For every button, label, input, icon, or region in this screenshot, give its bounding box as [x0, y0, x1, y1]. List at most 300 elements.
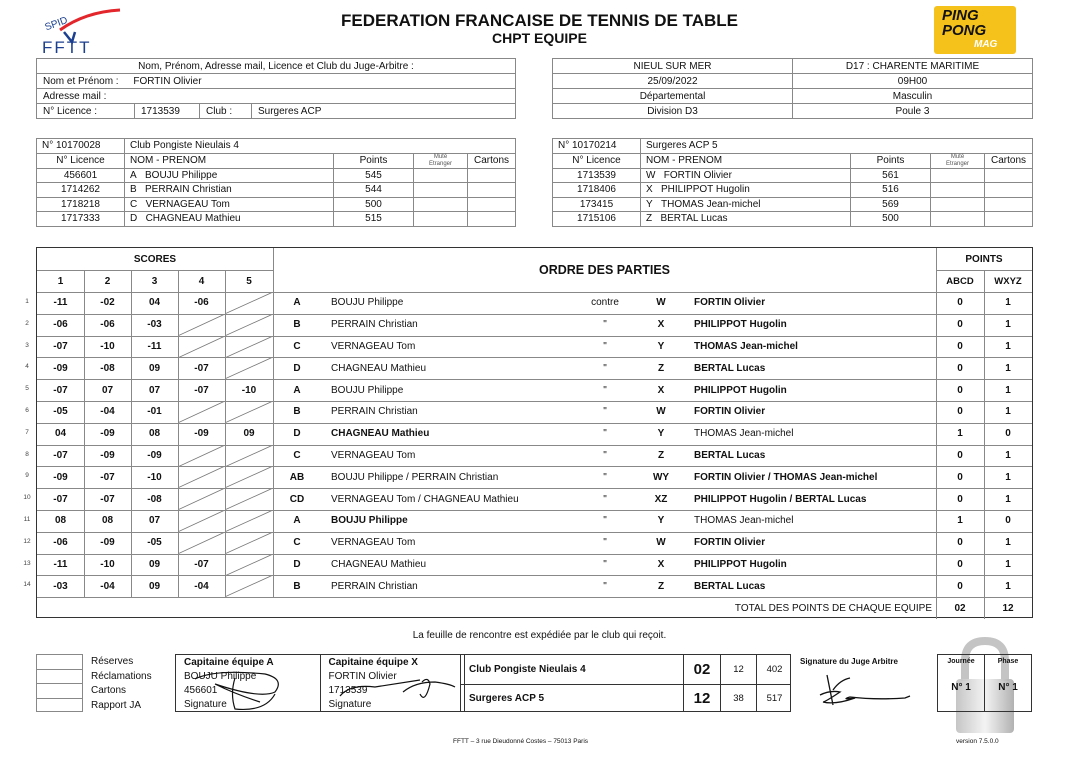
team-x-club: Surgeres ACP 5	[641, 139, 1033, 154]
referee-table	[36, 58, 516, 119]
total-label: TOTAL DES POINTS DE CHAQUE EQUIPE	[734, 602, 932, 614]
set-score-empty[interactable]	[178, 488, 225, 510]
order-heading: ORDRE DES PARTIES	[538, 263, 671, 277]
set-score[interactable]: -10	[241, 384, 257, 396]
set-score[interactable]: -10	[147, 471, 162, 483]
player-points: 515	[334, 212, 414, 227]
points-a: 0	[957, 384, 963, 396]
set-score-empty[interactable]	[178, 445, 225, 467]
col-licence: N° Licence	[37, 153, 125, 168]
player-x-name: FORTIN Olivier	[694, 406, 766, 418]
grid-line	[37, 532, 1032, 533]
set-score[interactable]: -07	[194, 384, 209, 396]
set-score[interactable]: -03	[53, 580, 68, 592]
captain-x-title: Capitaine équipe X	[328, 657, 418, 668]
referee-licence-value: 1713539	[135, 104, 200, 119]
grid-line	[37, 466, 1032, 467]
player-name: BERTAL Lucas	[660, 213, 728, 225]
set-score[interactable]: -06	[100, 319, 115, 331]
set-score[interactable]: -03	[147, 319, 162, 331]
versus-text: "	[603, 362, 607, 374]
row-number: 7	[25, 428, 29, 436]
team-a-number: N° 10170028	[37, 139, 125, 154]
set-score[interactable]: 08	[54, 515, 67, 527]
set-score[interactable]: 07	[148, 384, 161, 396]
set-score[interactable]: -08	[147, 493, 162, 505]
set-header: 1	[57, 275, 64, 287]
set-score[interactable]: 09	[148, 362, 161, 374]
grid-line	[37, 554, 1032, 555]
game-row	[37, 488, 1032, 510]
player-a-name: VERNAGEAU Tom	[331, 340, 416, 352]
checkbox-reserves[interactable]	[36, 654, 83, 669]
col-cards: Cartons	[468, 153, 516, 168]
player-x-letter: X	[657, 384, 665, 396]
result-row	[461, 684, 790, 713]
points-x: 1	[1005, 319, 1011, 331]
set-header: 5	[246, 275, 252, 287]
player-mute[interactable]	[414, 183, 468, 198]
player-x-name: PHILIPPOT Hugolin	[694, 558, 787, 570]
points-a-heading: ABCD	[946, 275, 974, 287]
row-number: 12	[23, 537, 31, 545]
player-name: CHAGNEAU Mathieu	[145, 213, 241, 225]
player-name: VERNAGEAU Tom	[145, 198, 230, 210]
set-score-empty[interactable]	[178, 336, 225, 358]
match-gender: Masculin	[793, 89, 1033, 104]
grid-line	[37, 336, 1032, 337]
player-row	[553, 168, 1033, 183]
team-a-club: Club Pongiste Nieulais 4	[125, 139, 516, 154]
set-score[interactable]: -09	[100, 449, 115, 461]
grid-line	[37, 510, 1032, 511]
set-score-empty[interactable]	[225, 554, 273, 576]
points-x: 1	[1005, 340, 1011, 352]
referee-email-label: Adresse mail :	[43, 90, 107, 102]
set-score[interactable]: 09	[148, 580, 161, 592]
player-a-name: BOUJU Philippe / PERRAIN Christian	[331, 471, 499, 483]
player-letter: D	[130, 213, 138, 225]
player-a-letter: C	[293, 537, 301, 549]
versus-text: contre	[591, 297, 619, 309]
set-score[interactable]: -09	[53, 362, 68, 374]
set-score-empty[interactable]	[225, 314, 273, 336]
row-number: 11	[23, 515, 31, 523]
set-score[interactable]: -07	[194, 362, 209, 374]
player-cards[interactable]	[468, 212, 516, 227]
player-x-name: FORTIN Olivier	[694, 537, 766, 549]
set-score[interactable]: -07	[194, 558, 209, 570]
points-a: 0	[957, 406, 963, 418]
checkbox-rapport[interactable]	[36, 698, 83, 713]
grid-line	[37, 292, 1032, 293]
player-mute[interactable]	[414, 212, 468, 227]
set-score[interactable]: -11	[53, 558, 68, 570]
row-number: 6	[25, 406, 29, 414]
referee-club-value: Surgeres ACP	[252, 104, 516, 119]
player-x-letter: WY	[652, 471, 670, 483]
col-points: Points	[851, 153, 931, 168]
referee-name-label: Nom et Prénom :	[43, 75, 119, 87]
player-x-name: FORTIN Olivier / THOMAS Jean-michel	[694, 471, 878, 483]
grid-line	[37, 423, 1032, 424]
col-mute: Muté Etranger	[414, 153, 468, 168]
journee-label: Journée	[947, 658, 975, 665]
versus-text: "	[603, 580, 607, 592]
points-a: 0	[957, 558, 963, 570]
captain-a-name: BOUJU Philippe	[184, 671, 257, 682]
team-a-table	[36, 138, 516, 227]
result-club: Surgeres ACP 5	[469, 692, 545, 704]
versus-text: "	[603, 384, 607, 396]
checklist-labels	[91, 655, 152, 713]
set-score[interactable]: -07	[53, 449, 68, 461]
player-a-letter: C	[293, 449, 301, 461]
grid-line	[37, 357, 1032, 358]
referee-name-value: FORTIN Olivier	[133, 75, 202, 87]
set-score[interactable]: 04	[54, 428, 67, 440]
phase-cell	[984, 655, 1031, 711]
player-row	[37, 212, 516, 227]
player-cards[interactable]	[985, 197, 1033, 212]
result-score: 02	[683, 655, 720, 684]
player-licence: 1718218	[37, 197, 125, 212]
game-row	[37, 575, 1032, 597]
player-licence: 1717333	[37, 212, 125, 227]
set-score[interactable]: -09	[100, 537, 115, 549]
points-x-heading: WXYZ	[994, 275, 1022, 287]
player-a-name: CHAGNEAU Mathieu	[331, 428, 430, 440]
row-number: 2	[25, 319, 29, 327]
set-score[interactable]: -04	[194, 580, 209, 592]
logo-spid-text: SPID	[43, 15, 70, 34]
player-row	[553, 183, 1033, 198]
player-a-letter: C	[293, 340, 301, 352]
player-name-cell	[125, 168, 334, 183]
result-club: Club Pongiste Nieulais 4	[469, 663, 586, 675]
set-score-empty[interactable]	[225, 575, 273, 597]
points-x: 1	[1005, 471, 1011, 483]
player-x-name: BERTAL Lucas	[694, 362, 766, 374]
player-row	[37, 168, 516, 183]
notice-text: La feuille de rencontre est expédiée par le club qui reçoit.	[412, 630, 667, 641]
set-header: 2	[104, 275, 111, 287]
player-x-letter: XZ	[654, 493, 668, 505]
footer-version: version 7.5.0.0	[956, 738, 999, 745]
player-mute[interactable]	[414, 197, 468, 212]
captain-x-signature-label: Signature	[328, 699, 372, 710]
player-cards[interactable]	[985, 183, 1033, 198]
footer-address: FFTT – 3 rue Dieudonné Costes – 75013 Paris	[453, 738, 589, 745]
game-row	[37, 423, 1032, 445]
match-committee: D17 : CHARENTE MARITIME	[793, 59, 1033, 74]
grid-line	[984, 270, 985, 619]
set-score-empty[interactable]	[225, 336, 273, 358]
game-row	[37, 532, 1032, 554]
points-x: 0	[1005, 428, 1011, 440]
set-score-empty[interactable]	[178, 510, 225, 532]
player-points: 516	[851, 183, 931, 198]
set-score-empty[interactable]	[178, 314, 225, 336]
points-a: 0	[957, 537, 963, 549]
set-score[interactable]: -11	[53, 297, 68, 309]
player-a-letter: CD	[289, 493, 305, 505]
match-date: 25/09/2022	[553, 74, 793, 89]
grid-line	[37, 314, 1032, 315]
player-name-cell	[125, 212, 334, 227]
captain-a-signature-label: Signature	[184, 699, 227, 710]
player-mute[interactable]	[931, 212, 985, 227]
player-a-name: CHAGNEAU Mathieu	[331, 362, 427, 374]
set-score[interactable]: -02	[100, 297, 115, 309]
player-x-name: PHILIPPOT Hugolin	[694, 319, 787, 331]
set-score[interactable]: -07	[100, 493, 115, 505]
set-score-empty[interactable]	[225, 510, 273, 532]
player-a-name: BOUJU Philippe	[331, 384, 404, 396]
col-name: NOM - PRENOM	[125, 153, 334, 168]
versus-text: "	[603, 340, 607, 352]
set-score[interactable]: -05	[53, 406, 68, 418]
grid-line	[273, 248, 274, 597]
set-score-empty[interactable]	[178, 466, 225, 488]
player-points: 544	[334, 183, 414, 198]
set-score-empty[interactable]	[225, 401, 273, 423]
grid-line	[37, 401, 1032, 402]
set-score[interactable]: -07	[53, 384, 68, 396]
captain-signatures-drawing	[175, 654, 475, 714]
game-row	[37, 510, 1032, 532]
player-letter: W	[646, 169, 656, 181]
player-a-letter: A	[293, 515, 301, 527]
player-a-name: PERRAIN Christian	[331, 319, 418, 331]
result-sets: 12	[720, 655, 756, 684]
player-x-letter: W	[656, 406, 666, 418]
player-mute[interactable]	[931, 197, 985, 212]
versus-text: "	[603, 558, 607, 570]
set-score[interactable]: -07	[100, 471, 115, 483]
match-division: Division D3	[553, 104, 793, 119]
journee-phase-box	[937, 654, 1032, 712]
set-score[interactable]: -06	[53, 537, 68, 549]
set-score[interactable]: -01	[147, 406, 162, 418]
points-x: 1	[1005, 297, 1011, 309]
player-mute[interactable]	[931, 168, 985, 183]
captain-x-licence: 1713539	[328, 685, 368, 696]
set-score[interactable]: 07	[148, 515, 161, 527]
col-licence: N° Licence	[553, 153, 641, 168]
points-x: 1	[1005, 406, 1011, 418]
set-score[interactable]: -09	[100, 428, 115, 440]
referee-name-row	[37, 74, 516, 89]
game-row	[37, 357, 1032, 379]
player-x-name: BERTAL Lucas	[694, 580, 766, 592]
points-a: 0	[957, 297, 963, 309]
points-a: 1	[957, 515, 963, 527]
grid-line	[178, 270, 179, 597]
referee-email-row	[37, 89, 516, 104]
game-row	[37, 445, 1032, 467]
player-letter: A	[130, 169, 137, 181]
set-score[interactable]: -06	[194, 297, 209, 309]
player-x-name: THOMAS Jean-michel	[694, 340, 798, 352]
grid-line	[37, 379, 1032, 380]
set-score[interactable]: -06	[53, 319, 68, 331]
set-score[interactable]: -05	[147, 537, 162, 549]
team-x-table	[552, 138, 1033, 227]
player-x-letter: W	[656, 537, 666, 549]
game-row	[37, 466, 1032, 488]
player-letter: C	[130, 198, 138, 210]
match-info-table	[552, 58, 1033, 119]
player-row	[553, 212, 1033, 227]
referee-club-label: Club :	[200, 104, 252, 119]
points-x: 1	[1005, 493, 1011, 505]
player-points: 569	[851, 197, 931, 212]
set-score[interactable]: -04	[100, 406, 115, 418]
ping-pong-mag-logo	[934, 6, 1016, 54]
referee-heading: Nom, Prénom, Adresse mail, Licence et Club du Juge-Arbitre :	[37, 59, 516, 74]
player-x-name: PHILIPPOT Hugolin / BERTAL Lucas	[694, 493, 867, 505]
points-a: 0	[957, 319, 963, 331]
player-a-letter: D	[293, 558, 301, 570]
set-score-empty[interactable]	[225, 292, 273, 314]
set-header: 4	[198, 275, 205, 287]
set-score-empty[interactable]	[225, 488, 273, 510]
set-score[interactable]: -10	[100, 558, 115, 570]
game-row	[37, 554, 1032, 576]
points-x: 1	[1005, 558, 1011, 570]
player-cards[interactable]	[468, 197, 516, 212]
player-x-letter: Y	[657, 340, 665, 352]
versus-text: "	[603, 406, 607, 418]
set-score[interactable]: -10	[100, 340, 115, 352]
captain-a-licence: 456601	[184, 685, 218, 696]
set-score[interactable]: -04	[100, 580, 115, 592]
player-a-name: VERNAGEAU Tom	[331, 449, 416, 461]
col-points: Points	[334, 153, 414, 168]
set-score-empty[interactable]	[178, 532, 225, 554]
game-row	[37, 401, 1032, 423]
player-name: PERRAIN Christian	[145, 184, 232, 196]
player-row	[553, 197, 1033, 212]
player-points: 500	[851, 212, 931, 227]
logo-pong: PONG	[942, 22, 987, 39]
checkbox-cartons[interactable]	[36, 683, 83, 698]
checklist-label: Rapport JA	[91, 699, 142, 711]
player-x-letter: Y	[657, 428, 665, 440]
set-score[interactable]: 04	[148, 297, 161, 309]
set-score[interactable]: -07	[53, 493, 68, 505]
grid-line	[37, 445, 1032, 446]
player-mute[interactable]	[931, 183, 985, 198]
set-score[interactable]: 09	[243, 428, 255, 440]
page-subtitle: CHPT EQUIPE	[492, 30, 587, 46]
player-row	[37, 197, 516, 212]
set-score-empty[interactable]	[225, 532, 273, 554]
set-score[interactable]: -11	[147, 340, 162, 352]
player-a-letter: B	[293, 406, 301, 418]
set-score[interactable]: -08	[100, 362, 115, 374]
player-x-letter: Y	[657, 515, 665, 527]
versus-text: "	[603, 537, 607, 549]
set-score[interactable]: 07	[101, 384, 114, 396]
grid-line	[131, 270, 132, 597]
set-score[interactable]: -09	[194, 428, 209, 440]
set-score[interactable]: -09	[53, 471, 68, 483]
player-a-letter: A	[293, 297, 301, 309]
player-cards[interactable]	[468, 168, 516, 183]
set-score-empty[interactable]	[225, 466, 273, 488]
set-header: 3	[151, 275, 158, 287]
grid-line	[37, 488, 1032, 489]
player-a-name: CHAGNEAU Mathieu	[331, 558, 427, 570]
grid-line	[37, 270, 273, 271]
points-x: 1	[1005, 384, 1011, 396]
player-x-name: PHILIPPOT Hugolin	[694, 384, 787, 396]
player-cards[interactable]	[985, 212, 1033, 227]
player-name: THOMAS Jean-michel	[661, 198, 761, 210]
game-row	[37, 379, 1032, 401]
grid-line	[37, 575, 1032, 576]
set-score-empty[interactable]	[225, 357, 273, 379]
points-x: 1	[1005, 580, 1011, 592]
player-name-cell	[641, 197, 851, 212]
match-level: Départemental	[553, 89, 793, 104]
set-score[interactable]: 09	[148, 558, 161, 570]
player-a-letter: B	[293, 580, 301, 592]
set-score[interactable]: 08	[101, 515, 114, 527]
checkbox-reclamations[interactable]	[36, 669, 83, 684]
versus-text: "	[603, 449, 607, 461]
result-row	[461, 655, 790, 684]
player-mute[interactable]	[414, 168, 468, 183]
points-a: 1	[957, 428, 963, 440]
player-a-letter: A	[293, 384, 301, 396]
player-x-letter: Z	[657, 580, 665, 592]
player-licence: 173415	[553, 197, 641, 212]
player-name-cell	[641, 183, 851, 198]
page-title: FEDERATION FRANCAISE DE TENNIS DE TABLE	[341, 11, 738, 30]
row-number: 14	[23, 581, 31, 589]
player-name-cell	[641, 168, 851, 183]
referee-signature-label: Signature du Juge Arbitre	[800, 657, 898, 666]
set-score-empty[interactable]	[178, 401, 225, 423]
grid-line	[84, 270, 85, 597]
set-score[interactable]: -09	[147, 449, 162, 461]
player-licence: 1715106	[553, 212, 641, 227]
player-cards[interactable]	[468, 183, 516, 198]
player-x-letter: W	[656, 297, 666, 309]
player-a-letter: AB	[289, 471, 305, 483]
points-a: 0	[957, 471, 963, 483]
set-score-empty[interactable]	[225, 445, 273, 467]
col-name: NOM - PRENOM	[641, 153, 851, 168]
set-score[interactable]: -07	[53, 340, 68, 352]
checklist-label: Réserves	[91, 656, 134, 667]
match-time: 09H00	[793, 74, 1033, 89]
player-name-cell	[125, 183, 334, 198]
player-cards[interactable]	[985, 168, 1033, 183]
row-number: 9	[25, 472, 29, 480]
player-a-name: BOUJU Philippe	[331, 297, 404, 309]
versus-text: "	[603, 319, 607, 331]
set-score[interactable]: 08	[148, 428, 161, 440]
points-a: 0	[957, 580, 963, 592]
player-points: 500	[334, 197, 414, 212]
grid-line	[936, 248, 937, 619]
points-x: 1	[1005, 449, 1011, 461]
player-licence: 456601	[37, 168, 125, 183]
